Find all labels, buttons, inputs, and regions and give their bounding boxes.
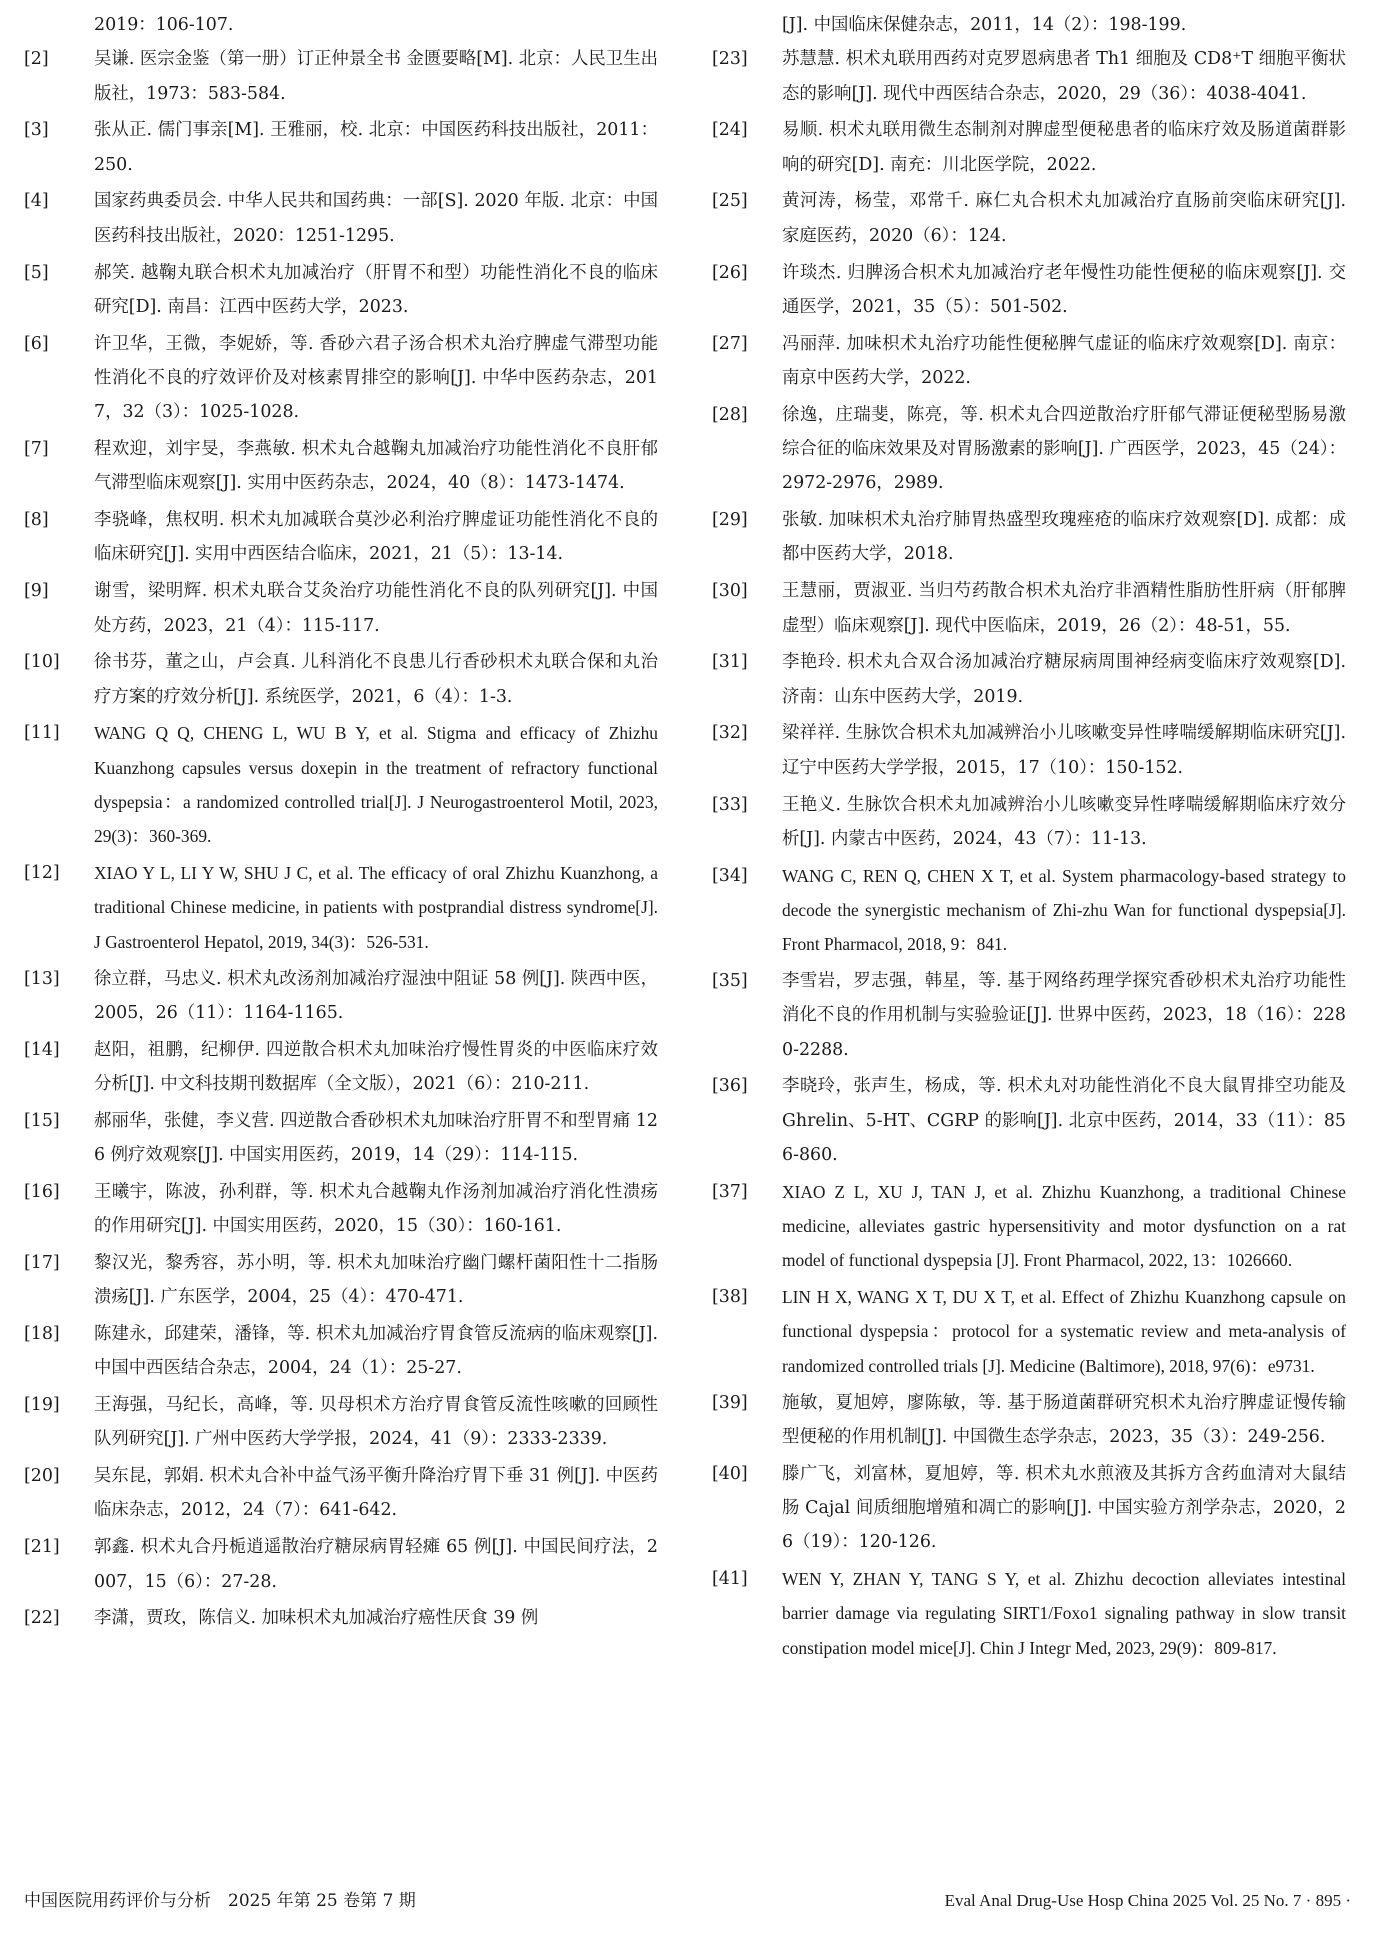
- reference-number: [25]: [712, 191, 748, 212]
- reference-text: 程欢迎，刘宇旻，李燕敏. 枳术丸合越鞠丸加减治疗功能性消化不良肝郁气滞型临床观察[J]. 实用中医药杂志，2024，40（8）：1473-1474.: [94, 439, 658, 494]
- reference-item: [24, 184, 658, 253]
- continuation-text: 2019：106-107.: [94, 15, 234, 35]
- reference-text: 许卫华，王微，李妮娇，等. 香砂六君子汤合枳术丸治疗脾虚气滞型功能性消化不良的疗效评价及对核素胃排空的影响[J]. 中华中医药杂志，2017，32（3）：1025-1028.: [94, 333, 658, 423]
- reference-number: [15]: [24, 1110, 60, 1131]
- reference-text: 李雪岩，罗志强，韩星，等. 基于网络药理学探究香砂枳术丸治疗功能性消化不良的作用机制与实验验证[J]. 世界中医药，2023，18（16）：2280-2288.: [782, 971, 1346, 1060]
- reference-text: 李艳玲. 枳术丸合双合汤加减治疗糖尿病周围神经病变临床疗效观察[D]. 济南：山东中医药大学，2019.: [782, 652, 1346, 707]
- reference-text: 梁祥祥. 生脉饮合枳术丸加减辨治小儿咳嗽变异性哮喘缓解期临床研究[J]. 辽宁中医药大学学报，2015，17（10）：150-152.: [782, 723, 1346, 778]
- reference-number: [24]: [712, 120, 748, 141]
- reference-number: [34]: [712, 865, 748, 886]
- reference-number: [33]: [712, 794, 748, 815]
- reference-number: [11]: [24, 723, 60, 744]
- reference-number: [13]: [24, 968, 60, 989]
- reference-item: [24, 574, 658, 643]
- reference-item: [712, 1069, 1346, 1172]
- reference-item: [24, 1317, 658, 1386]
- reference-number: [17]: [24, 1252, 60, 1273]
- reference-item: [24, 1459, 658, 1528]
- reference-item: [712, 184, 1346, 253]
- reference-text: WANG Q Q, CHENG L, WU B Y, et al. Stigma and efficacy of Zhizhu Kuanzhong capsules versus doxepin in the treatment of refractory functional dyspepsia：a randomized controlled trial[J]. J Neurogastroenterol Motil, 2023, 29(3)：360-369.: [94, 723, 658, 847]
- reference-item: [712, 503, 1346, 572]
- reference-number: [21]: [24, 1537, 60, 1558]
- reference-item: [24, 962, 658, 1031]
- reference-text: 徐书芬，董之山，卢会真. 儿科消化不良患儿行香砂枳术丸联合保和丸治疗方案的疗效分析[J]. 系统医学，2021，6（4）：1-3.: [94, 652, 658, 707]
- reference-item: [24, 1388, 658, 1457]
- reference-number: [2]: [24, 49, 49, 70]
- reference-number: [9]: [24, 581, 49, 602]
- reference-item: [712, 574, 1346, 643]
- reference-number: [18]: [24, 1323, 60, 1344]
- reference-text: 李潇，贾玫，陈信义. 加味枳术丸加减治疗癌性厌食 39 例: [94, 1608, 539, 1629]
- left-column: [24, 8, 658, 1638]
- page-footer: [24, 1884, 1351, 1918]
- reference-number: [31]: [712, 652, 748, 673]
- reference-text: 张敏. 加味枳术丸治疗肺胃热盛型玫瑰痤疮的临床疗效观察[D]. 成都：成都中医药大学，2018.: [782, 510, 1346, 565]
- reference-text: 冯丽萍. 加味枳术丸治疗功能性便秘脾气虚证的临床疗效观察[D]. 南京：南京中医药大学，2022.: [782, 333, 1346, 388]
- reference-text: 施敏，夏旭婷，廖陈敏，等. 基于肠道菌群研究枳术丸治疗脾虚证慢传输型便秘的作用机制[J]. 中国微生态学杂志，2023，35（3）：249-256.: [782, 1392, 1346, 1447]
- reference-text: 黎汉光，黎秀容，苏小明，等. 枳术丸加味治疗幽门螺杆菌阳性十二指肠溃疡[J]. 广东医学，2004，25（4）：470-471.: [94, 1252, 658, 1308]
- reference-item: [24, 1104, 658, 1173]
- reference-number: [29]: [712, 510, 748, 531]
- reference-item: [712, 1457, 1346, 1560]
- reference-number: [27]: [712, 333, 748, 354]
- reference-text: 苏慧慧. 枳术丸联用西药对克罗恩病患者 Th1 细胞及 CD8⁺T 细胞平衡状态的影响[J]. 现代中西医结合杂志，2020，29（36）：4038-4041.: [782, 49, 1346, 104]
- reference-item: [712, 716, 1346, 785]
- reference-number: [4]: [24, 191, 49, 212]
- reference-item: [712, 1280, 1346, 1383]
- reference-text: XIAO Y L, LI Y W, SHU J C, et al. The efficacy of oral Zhizhu Kuanzhong, a traditional Chinese medicine, in patients with postprandial distress syndrome[J]. J Gastroenterol Hepatol, 2019, 34(3)：526-531.: [94, 863, 658, 952]
- reference-text: 郝笑. 越鞠丸联合枳术丸加减治疗（肝胃不和型）功能性消化不良的临床研究[D]. 南昌：江西中医药大学，2023.: [94, 262, 658, 317]
- reference-item: [24, 1175, 658, 1244]
- reference-number: [16]: [24, 1181, 60, 1202]
- reference-item: [24, 1530, 658, 1599]
- reference-item: [712, 327, 1346, 396]
- reference-item: [24, 645, 658, 714]
- reference-item: [712, 42, 1346, 111]
- reference-item: [712, 859, 1346, 962]
- reference-number: [30]: [712, 581, 748, 602]
- reference-item: [712, 645, 1346, 714]
- reference-number: [19]: [24, 1395, 60, 1416]
- reference-number: [12]: [24, 863, 60, 884]
- reference-text: 郝丽华，张健，李义营. 四逆散合香砂枳术丸加味治疗肝胃不和型胃痛 126 例疗效观察[J]. 中国实用医药，2019，14（29）：114-115.: [94, 1110, 658, 1165]
- reference-item: [24, 42, 658, 111]
- reference-item: [712, 1175, 1346, 1278]
- right-column: [712, 8, 1346, 1667]
- reference-number: [10]: [24, 652, 60, 673]
- reference-number: [14]: [24, 1039, 60, 1060]
- reference-text: 国家药典委员会. 中华人民共和国药典：一部[S]. 2020 年版. 北京：中国医药科技出版社，2020：1251-1295.: [94, 191, 658, 246]
- reference-text: XIAO Z L, XU J, TAN J, et al. Zhizhu Kuanzhong, a traditional Chinese medicine, alleviates gastric hypersensitivity and motor dysfunction on a rat model of functional dyspepsia [J]. Front Pharmacol, 2022, 13：1026660.: [782, 1181, 1346, 1271]
- reference-list: [24, 42, 658, 1635]
- reference-item: [24, 327, 658, 430]
- reference-number: [38]: [712, 1287, 748, 1308]
- reference-item: [712, 398, 1346, 501]
- reference-number: [3]: [24, 120, 49, 141]
- continuation-text: [J]. 中国临床保健杂志，2011，14（2）：198-199.: [782, 15, 1187, 35]
- reference-number: [5]: [24, 262, 49, 283]
- reference-text: 赵阳，祖鹏，纪柳伊. 四逆散合枳术丸加味治疗慢性胃炎的中医临床疗效分析[J]. 中文科技期刊数据库（全文版），2021（6）：210-211.: [94, 1039, 658, 1094]
- reference-number: [36]: [712, 1076, 748, 1097]
- reference-text: 王艳义. 生脉饮合枳术丸加减辨治小儿咳嗽变异性哮喘缓解期临床疗效分析[J]. 内蒙古中医药，2024，43（7）：11-13.: [782, 794, 1346, 849]
- reference-text: 王曦宇，陈波，孙利群，等. 枳术丸合越鞠丸作汤剂加减治疗消化性溃疡的作用研究[J]. 中国实用医药，2020，15（30）：160-161.: [94, 1181, 658, 1237]
- reference-text: 张从正. 儒门事亲[M]. 王雅丽，校. 北京：中国医药科技出版社，2011：250.: [94, 120, 658, 175]
- reference-number: [20]: [24, 1466, 60, 1487]
- reference-item: [24, 1601, 658, 1635]
- reference-item: [712, 256, 1346, 325]
- reference-item: [24, 1246, 658, 1315]
- reference-item: [24, 856, 658, 959]
- reference-item: [24, 256, 658, 325]
- reference-number: [39]: [712, 1392, 748, 1413]
- reference-number: [6]: [24, 333, 49, 354]
- journal-info-chinese: 中国医院用药评价与分析 2025 年第 25 卷第 7 期: [24, 1891, 416, 1911]
- reference-item: [712, 1562, 1346, 1665]
- journal-info-english: Eval Anal Drug-Use Hosp China 2025 Vol. 25 No. 7 · 895 ·: [944, 1891, 1351, 1910]
- reference-text: 吴谦. 医宗金鉴（第一册）订正仲景全书 金匮要略[M]. 北京：人民卫生出版社，1973：583-584.: [94, 49, 658, 104]
- reference-number: [40]: [712, 1463, 748, 1484]
- reference-text: 黄河涛，杨莹，邓常千. 麻仁丸合枳术丸加减治疗直肠前突临床研究[J]. 家庭医药，2020（6）：124.: [782, 191, 1346, 246]
- reference-number: [37]: [712, 1181, 748, 1202]
- reference-number: [28]: [712, 404, 748, 425]
- reference-text: 易顺. 枳术丸联用微生态制剂对脾虚型便秘患者的临床疗效及肠道菌群影响的研究[D]. 南充：川北医学院，2022.: [782, 120, 1346, 175]
- reference-number: [7]: [24, 439, 49, 460]
- reference-item: [24, 1033, 658, 1102]
- reference-text: 许琰杰. 归脾汤合枳术丸加减治疗老年慢性功能性便秘的临床观察[J]. 交通医学，2021，35（5）：501-502.: [782, 262, 1346, 317]
- reference-number: [22]: [24, 1608, 60, 1629]
- reference-number: [32]: [712, 723, 748, 744]
- reference-item: [712, 788, 1346, 857]
- reference-item: [24, 503, 658, 572]
- reference-text: 李骁峰，焦权明. 枳术丸加减联合莫沙必利治疗脾虚证功能性消化不良的临床研究[J]. 实用中西医结合临床，2021，21（5）：13-14.: [94, 510, 658, 565]
- reference-text: 郭鑫. 枳术丸合丹栀逍遥散治疗糖尿病胃轻瘫 65 例[J]. 中国民间疗法，2007，15（6）：27-28.: [94, 1537, 658, 1592]
- reference-item: [24, 432, 658, 501]
- reference-number: [26]: [712, 262, 748, 283]
- reference-text: 王慧丽，贾淑亚. 当归芍药散合枳术丸治疗非酒精性脂肪性肝病（肝郁脾虚型）临床观察[J]. 现代中医临床，2019，26（2）：48-51，55.: [782, 581, 1346, 636]
- reference-text: 王海强，马纪长，高峰，等. 贝母枳术方治疗胃食管反流性咳嗽的回顾性队列研究[J]. 广州中医药大学学报，2024，41（9）：2333-2339.: [94, 1395, 658, 1450]
- reference-text: LIN H X, WANG X T, DU X T, et al. Effect of Zhizhu Kuanzhong capsule on functional dyspepsia：protocol for a systematic review and meta-analysis of randomized controlled trials [J]. Medicine (Baltimore), 2018, 97(6)：e9731.: [782, 1287, 1346, 1376]
- reference-item: [712, 1386, 1346, 1455]
- reference-number: [8]: [24, 510, 49, 531]
- reference-item: [24, 113, 658, 182]
- reference-item: [712, 113, 1346, 182]
- reference-text: WANG C, REN Q, CHEN X T, et al. System pharmacology-based strategy to decode the synergistic mechanism of Zhi-zhu Wan for functional dyspepsia[J]. Front Pharmacol, 2018, 9：841.: [782, 865, 1346, 955]
- reference-text: 李晓玲，张声生，杨成，等. 枳术丸对功能性消化不良大鼠胃排空功能及 Ghrelin、5-HT、CGRP 的影响[J]. 北京中医药，2014，33（11）：856-860.: [782, 1076, 1346, 1165]
- reference-text: 徐立群，马忠义. 枳术丸改汤剂加减治疗湿浊中阻证 58 例[J]. 陕西中医，2005，26（11）：1164-1165.: [94, 968, 658, 1023]
- reference-list: [712, 42, 1346, 1665]
- reference-text: 滕广飞，刘富林，夏旭婷，等. 枳术丸水煎液及其拆方含药血清对大鼠结肠 Cajal 间质细胞增殖和凋亡的影响[J]. 中国实验方剂学杂志，2020，26（19）：120-126.: [782, 1463, 1346, 1553]
- reference-text: 陈建永，邱建荣，潘锋，等. 枳术丸加减治疗胃食管反流病的临床观察[J]. 中国中西医结合杂志，2004，24（1）：25-27.: [94, 1323, 658, 1379]
- reference-text: WEN Y, ZHAN Y, TANG S Y, et al. Zhizhu decoction alleviates intestinal barrier damage via regulating SIRT1/Foxo1 signaling pathway in slow transit constipation model mice[J]. Chin J Integr Med, 2023, 29(9)：809-817.: [782, 1569, 1346, 1658]
- reference-item: [24, 716, 658, 853]
- reference-number: [23]: [712, 49, 748, 70]
- reference-number: [41]: [712, 1569, 748, 1590]
- reference-number: [35]: [712, 971, 748, 992]
- reference-item: [712, 964, 1346, 1067]
- reference-text: 吴东昆，郭娟. 枳术丸合补中益气汤平衡升降治疗胃下垂 31 例[J]. 中医药临床杂志，2012，24（7）：641-642.: [94, 1466, 658, 1521]
- reference-text: 徐逸，庄瑞斐，陈亮，等. 枳术丸合四逆散治疗肝郁气滞证便秘型肠易激综合征的临床效果及对胃肠激素的影响[J]. 广西医学，2023，45（24）：2972-2976，2989.: [782, 404, 1346, 494]
- reference-text: 谢雪，梁明辉. 枳术丸联合艾灸治疗功能性消化不良的队列研究[J]. 中国处方药，2023，21（4）：115-117.: [94, 581, 658, 636]
